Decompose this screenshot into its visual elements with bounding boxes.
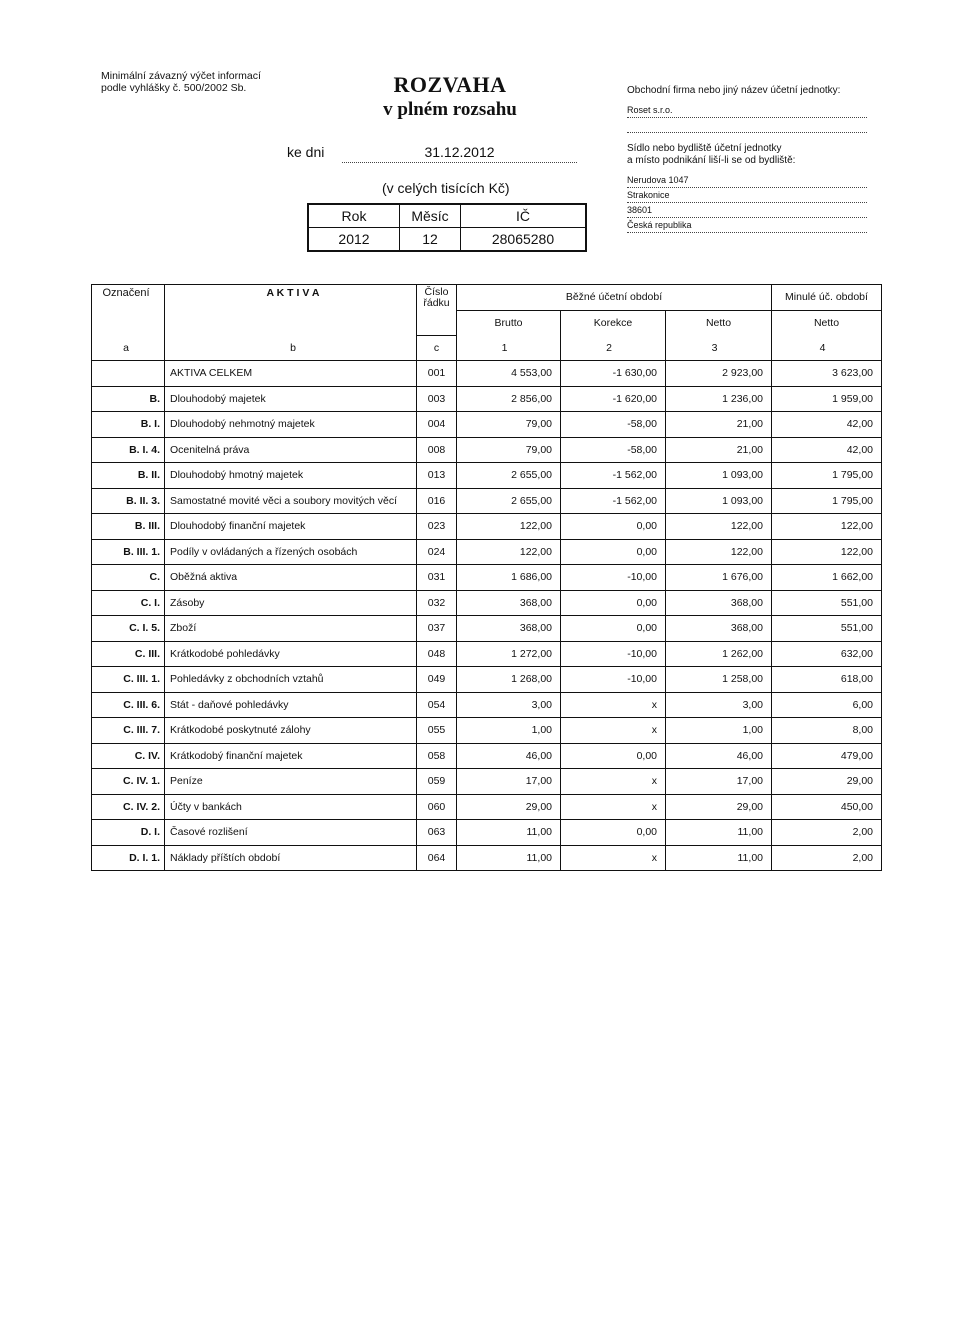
row-netto: 21,00 [666, 437, 772, 463]
row-name: Oběžná aktiva [165, 565, 417, 591]
h-col-1: 1 [457, 335, 561, 361]
period-id-box [307, 203, 587, 252]
row-name: Dlouhodobý finanční majetek [165, 514, 417, 540]
row-name: Dlouhodobý majetek [165, 386, 417, 412]
row-netto: 1 236,00 [666, 386, 772, 412]
seat-street: Nerudova 1047 [627, 173, 867, 188]
row-code: C. III. 7. [92, 718, 165, 744]
rok-label: Rok [308, 204, 400, 228]
row-korekce: 0,00 [561, 590, 666, 616]
h-col-a: a [92, 335, 165, 361]
seat-zip: 38601 [627, 203, 867, 218]
row-brutto: 11,00 [457, 845, 561, 871]
row-brutto: 122,00 [457, 539, 561, 565]
row-name: Krátkodobý finanční majetek [165, 743, 417, 769]
seat-label-line2: a místo podnikání liší-li se od bydliště: [627, 155, 796, 166]
row-korekce: -10,00 [561, 667, 666, 693]
table-row [92, 794, 882, 820]
table-row [92, 845, 882, 871]
row-brutto: 2 655,00 [457, 463, 561, 489]
row-netto: 29,00 [666, 794, 772, 820]
row-line: 037 [417, 616, 457, 642]
row-prev-netto: 122,00 [772, 514, 882, 540]
table-row [92, 692, 882, 718]
row-netto: 2 923,00 [666, 361, 772, 387]
row-prev-netto: 450,00 [772, 794, 882, 820]
row-code: C. I. [92, 590, 165, 616]
h-col-4: 4 [772, 335, 882, 361]
row-korekce: 0,00 [561, 743, 666, 769]
row-code: B. I. [92, 412, 165, 438]
table-row [92, 820, 882, 846]
rok-value: 2012 [308, 228, 400, 252]
firm-name-value: Roset s.r.o. [627, 103, 867, 118]
row-prev-netto: 42,00 [772, 412, 882, 438]
row-brutto: 368,00 [457, 590, 561, 616]
h-aktiva: A K T I V A [165, 285, 417, 336]
row-netto: 122,00 [666, 514, 772, 540]
row-brutto: 368,00 [457, 616, 561, 642]
row-korekce: -10,00 [561, 641, 666, 667]
row-line: 054 [417, 692, 457, 718]
firm-name-label: Obchodní firma nebo jiný název účetní jednotky: [627, 85, 841, 96]
h-col-2: 2 [561, 335, 666, 361]
table-row [92, 667, 882, 693]
row-brutto: 122,00 [457, 514, 561, 540]
row-code: C. III. [92, 641, 165, 667]
row-korekce: 0,00 [561, 539, 666, 565]
row-name: Peníze [165, 769, 417, 795]
balance-sheet-table [91, 284, 882, 871]
row-netto: 11,00 [666, 820, 772, 846]
row-code: B. III. [92, 514, 165, 540]
row-netto: 122,00 [666, 539, 772, 565]
row-code: D. I. [92, 820, 165, 846]
row-korekce: -1 562,00 [561, 488, 666, 514]
row-brutto: 2 856,00 [457, 386, 561, 412]
row-name: Zboží [165, 616, 417, 642]
h-netto-prev: Netto [772, 310, 882, 335]
row-brutto: 4 553,00 [457, 361, 561, 387]
row-korekce: -1 620,00 [561, 386, 666, 412]
row-netto: 11,00 [666, 845, 772, 871]
row-prev-netto: 8,00 [772, 718, 882, 744]
title-subtitle: v plném rozsahu [383, 99, 517, 120]
row-brutto: 1,00 [457, 718, 561, 744]
seat-city: Strakonice [627, 188, 867, 203]
row-name: Dlouhodobý hmotný majetek [165, 463, 417, 489]
legal-note-line2: podle vyhlášky č. 500/2002 Sb. [101, 82, 247, 94]
row-line: 058 [417, 743, 457, 769]
title-rozvaha: ROZVAHA [393, 72, 507, 97]
row-prev-netto: 551,00 [772, 590, 882, 616]
row-line: 032 [417, 590, 457, 616]
row-korekce: -1 630,00 [561, 361, 666, 387]
row-line: 003 [417, 386, 457, 412]
row-code [92, 361, 165, 387]
row-brutto: 46,00 [457, 743, 561, 769]
row-netto: 1 258,00 [666, 667, 772, 693]
row-korekce: x [561, 794, 666, 820]
legal-note-line1: Minimální závazný výčet informací [101, 70, 261, 82]
table-row [92, 590, 882, 616]
row-korekce: x [561, 718, 666, 744]
row-korekce: x [561, 769, 666, 795]
table-row [92, 743, 882, 769]
ic-value: 28065280 [461, 228, 587, 252]
h-cislo: Číslo [424, 286, 449, 298]
row-line: 063 [417, 820, 457, 846]
table-row [92, 386, 882, 412]
table-row [92, 616, 882, 642]
table-row [92, 514, 882, 540]
mesic-label: Měsíc [400, 204, 461, 228]
row-prev-netto: 3 623,00 [772, 361, 882, 387]
h-col-b: b [165, 335, 417, 361]
row-korekce: x [561, 692, 666, 718]
row-brutto: 79,00 [457, 437, 561, 463]
header-row-3 [92, 335, 882, 361]
h-minule: Minulé úč. období [772, 285, 882, 311]
row-korekce: -10,00 [561, 565, 666, 591]
row-name: Podíly v ovládaných a řízených osobách [165, 539, 417, 565]
row-name: Náklady příštích období [165, 845, 417, 871]
row-prev-netto: 632,00 [772, 641, 882, 667]
row-prev-netto: 479,00 [772, 743, 882, 769]
row-netto: 21,00 [666, 412, 772, 438]
ke-dni-value: 31.12.2012 [342, 144, 577, 163]
row-brutto: 2 655,00 [457, 488, 561, 514]
row-netto: 1 262,00 [666, 641, 772, 667]
row-prev-netto: 2,00 [772, 820, 882, 846]
row-name: Samostatné movité věci a soubory movitých věcí [165, 488, 417, 514]
row-prev-netto: 29,00 [772, 769, 882, 795]
table-row [92, 539, 882, 565]
row-name: Krátkodobé poskytnuté zálohy [165, 718, 417, 744]
row-korekce: -58,00 [561, 437, 666, 463]
row-line: 001 [417, 361, 457, 387]
row-line: 048 [417, 641, 457, 667]
row-korekce: 0,00 [561, 820, 666, 846]
row-name: Časové rozlišení [165, 820, 417, 846]
row-prev-netto: 1 795,00 [772, 488, 882, 514]
row-netto: 1 093,00 [666, 463, 772, 489]
row-prev-netto: 1 959,00 [772, 386, 882, 412]
row-code: C. I. 5. [92, 616, 165, 642]
row-brutto: 29,00 [457, 794, 561, 820]
h-oznaceni: Označení [92, 285, 165, 336]
document-title [330, 72, 570, 122]
row-line: 023 [417, 514, 457, 540]
row-korekce: 0,00 [561, 514, 666, 540]
table-row [92, 769, 882, 795]
row-code: B. III. 1. [92, 539, 165, 565]
seat-label-line1: Sídlo nebo bydliště účetní jednotky [627, 143, 782, 154]
h-col-3: 3 [666, 335, 772, 361]
table-row [92, 718, 882, 744]
row-netto: 1 676,00 [666, 565, 772, 591]
row-korekce: 0,00 [561, 616, 666, 642]
h-col-c: c [417, 335, 457, 361]
row-prev-netto: 42,00 [772, 437, 882, 463]
table-row [92, 565, 882, 591]
row-line: 016 [417, 488, 457, 514]
row-line: 013 [417, 463, 457, 489]
firm-block [627, 85, 867, 233]
row-netto: 3,00 [666, 692, 772, 718]
row-code: B. II. 3. [92, 488, 165, 514]
row-code: C. III. 1. [92, 667, 165, 693]
row-korekce: -1 562,00 [561, 463, 666, 489]
table-row [92, 463, 882, 489]
row-brutto: 1 686,00 [457, 565, 561, 591]
row-korekce: -58,00 [561, 412, 666, 438]
row-code: C. IV. [92, 743, 165, 769]
row-brutto: 79,00 [457, 412, 561, 438]
table-row [92, 437, 882, 463]
row-code: B. I. 4. [92, 437, 165, 463]
row-line: 064 [417, 845, 457, 871]
h-korekce: Korekce [561, 310, 666, 335]
row-line: 060 [417, 794, 457, 820]
row-line: 004 [417, 412, 457, 438]
row-name: Účty v bankách [165, 794, 417, 820]
row-brutto: 1 272,00 [457, 641, 561, 667]
row-code: C. [92, 565, 165, 591]
table-row [92, 412, 882, 438]
table-row [92, 641, 882, 667]
row-netto: 1,00 [666, 718, 772, 744]
ic-label: IČ [461, 204, 587, 228]
firm-name-blank [627, 118, 867, 133]
table-row [92, 488, 882, 514]
row-netto: 368,00 [666, 590, 772, 616]
row-brutto: 17,00 [457, 769, 561, 795]
units-note: (v celých tisících Kč) [382, 180, 510, 196]
h-brutto: Brutto [457, 310, 561, 335]
row-line: 049 [417, 667, 457, 693]
mesic-value: 12 [400, 228, 461, 252]
row-prev-netto: 6,00 [772, 692, 882, 718]
row-prev-netto: 551,00 [772, 616, 882, 642]
row-netto: 46,00 [666, 743, 772, 769]
row-prev-netto: 618,00 [772, 667, 882, 693]
row-name: Pohledávky z obchodních vztahů [165, 667, 417, 693]
row-brutto: 3,00 [457, 692, 561, 718]
row-code: C. IV. 1. [92, 769, 165, 795]
seat-country: Česká republika [627, 218, 867, 233]
h-netto: Netto [666, 310, 772, 335]
row-brutto: 1 268,00 [457, 667, 561, 693]
row-line: 059 [417, 769, 457, 795]
row-netto: 368,00 [666, 616, 772, 642]
row-name: Dlouhodobý nehmotný majetek [165, 412, 417, 438]
row-prev-netto: 122,00 [772, 539, 882, 565]
row-code: B. II. [92, 463, 165, 489]
row-code: C. III. 6. [92, 692, 165, 718]
row-code: D. I. 1. [92, 845, 165, 871]
row-netto: 1 093,00 [666, 488, 772, 514]
ke-dni-label: ke dni [287, 144, 325, 160]
row-prev-netto: 1 795,00 [772, 463, 882, 489]
row-code: B. [92, 386, 165, 412]
row-line: 055 [417, 718, 457, 744]
row-name: Zásoby [165, 590, 417, 616]
row-korekce: x [561, 845, 666, 871]
h-bezne: Běžné účetní období [457, 285, 772, 311]
h-radku: řádku [423, 297, 450, 309]
row-prev-netto: 2,00 [772, 845, 882, 871]
h-cislo-radku [417, 285, 457, 336]
row-name: Stát - daňové pohledávky [165, 692, 417, 718]
row-line: 008 [417, 437, 457, 463]
row-code: C. IV. 2. [92, 794, 165, 820]
header-row-1 [92, 285, 882, 311]
row-name: Ocenitelná práva [165, 437, 417, 463]
row-line: 024 [417, 539, 457, 565]
row-brutto: 11,00 [457, 820, 561, 846]
row-prev-netto: 1 662,00 [772, 565, 882, 591]
row-name: Krátkodobé pohledávky [165, 641, 417, 667]
table-row [92, 361, 882, 387]
legal-note [101, 70, 301, 94]
row-netto: 17,00 [666, 769, 772, 795]
row-name: AKTIVA CELKEM [165, 361, 417, 387]
row-line: 031 [417, 565, 457, 591]
